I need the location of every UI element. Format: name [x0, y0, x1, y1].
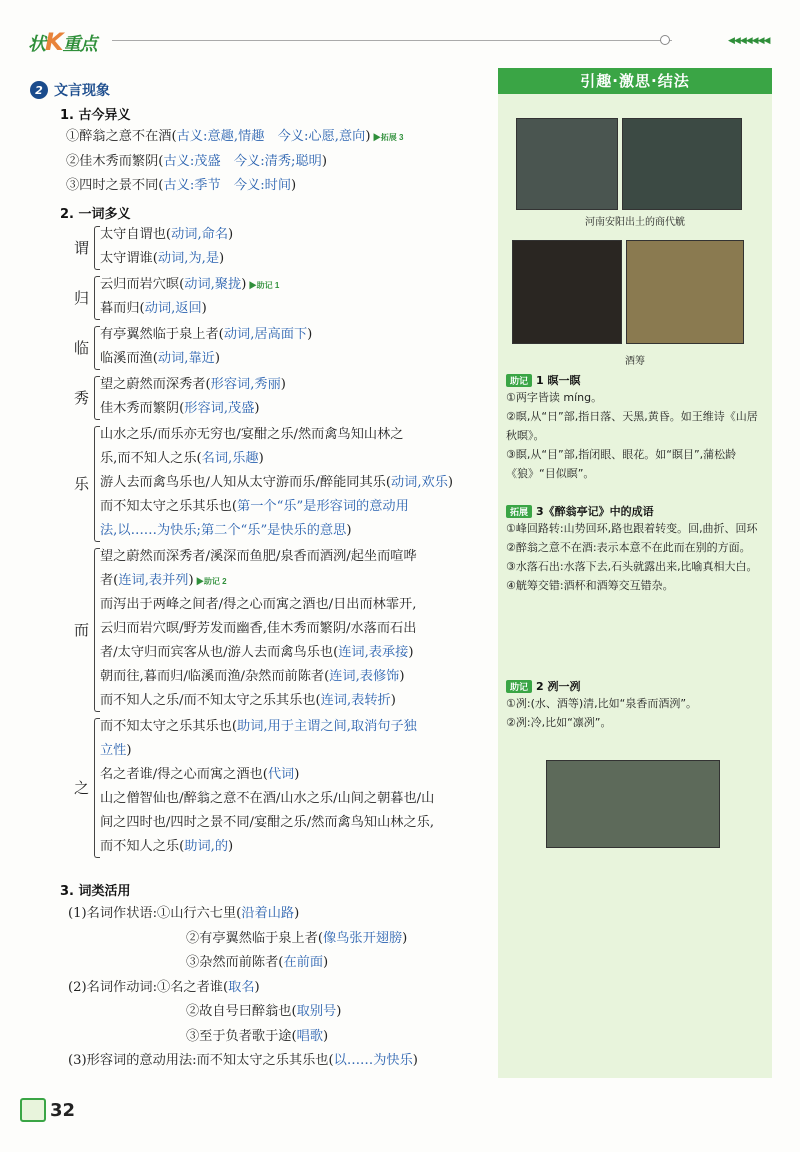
photo-caption-tally: 酒筹 [625, 356, 645, 367]
photo-caption-gong: 河南安阳出土的商代觥 [585, 217, 685, 228]
sidebar-title: 引趣·激思·结法 [498, 68, 772, 94]
headword: 临 [74, 339, 90, 357]
note-line: ③水落石出:水落下去,石头就露出来,比喻真相大白。 [506, 560, 758, 573]
wine-tally-photo-2 [626, 240, 744, 344]
note-line: ③瞑,从“目”部,指闭眼、眼花。如“瞑目”,蒲松龄《狼》“目似瞑”。 [506, 448, 737, 480]
header-arrows-icon: ◀◀◀◀◀◀◀ [728, 36, 770, 46]
note-block-1: 助记 1 暝一瞑 ①两字皆读 míng。 ②暝,从“日”部,指日落、天黑,黄昏。如王维诗《山居秋暝》。 ③瞑,从“目”部,指闭眼、眼花。如“瞑目”,蒲松龄《狼》“目似瞑”。 [506, 372, 768, 483]
polysemy-line: 望之蔚然而深秀者(形容词,秀丽) [100, 377, 286, 392]
wine-tally-photo-1 [512, 240, 622, 344]
header-rule [112, 40, 672, 41]
note-line: ①冽:(水、酒等)清,比如“泉香而酒洌”。 [506, 697, 698, 710]
polysemy-line: 临溪而渔(动词,靠近) [100, 351, 221, 366]
polysemy-line: 云归而岩穴暝(动词,聚拢) ▶助记 1 [100, 277, 280, 292]
note-line: ④觥筹交错:酒杯和酒筹交互错杂。 [506, 579, 674, 592]
polysemy-line: 名之者谁/得之心而寓之酒也(代词) [100, 767, 300, 782]
polysemy-line: 太守谓谁(动词,为,是) [100, 251, 225, 266]
note-line: ①峰回路转:山势回环,路也跟着转变。回,曲折、回环 [506, 522, 758, 535]
headword: 之 [74, 779, 90, 797]
subsection-title-2: 2. 一词多义 [60, 207, 131, 222]
polysemy-line: 山之僧智仙也/醉翁之意不在酒/山水之乐/山间之朝暮也/山 [100, 791, 435, 806]
headword: 谓 [74, 239, 90, 257]
word-class-line: (3)形容词的意动用法:而不知太守之乐其乐也(以……为快乐) [68, 1053, 418, 1068]
note-block-2: 拓展 3《醉翁亭记》中的成语 ①峰回路转:山势回环,路也跟着转变。回,曲折、回环 ②醉翁之意不在酒:表示本意不在此而在别的方面。 ③水落石出:水落下去,石头就露出来,比喻真相大白。 ④觥筹交错:酒杯和酒筹交互错杂。 [506, 503, 768, 595]
word-class-line: ③杂然而前陈者(在前面) [186, 955, 329, 970]
note-line: ②冽:冷,比如“凛冽”。 [506, 716, 612, 729]
polysemy-line: 游人去而禽鸟乐也/人知从太守游而乐/醉能同其乐(动词,欢乐) [100, 475, 454, 490]
word-class-line: ③至于负者歌于途(唱歌) [186, 1028, 329, 1044]
polysemy-line: 望之蔚然而深秀者/溪深而鱼肥/泉香而酒洌/起坐而喧哗 [100, 549, 417, 564]
pavilion-photo [546, 760, 720, 848]
note-block-3: 助记 2 冽一冽 ①冽:(水、酒等)清,比如“泉香而酒洌”。 ②冽:冷,比如“凛冽”。 [506, 678, 768, 732]
bronze-gong-photo-1 [516, 118, 618, 210]
polysemy-line: 暮而归(动词,返回) [100, 301, 207, 316]
note-line: ①两字皆读 míng。 [506, 391, 603, 404]
polysemy-line: 太守自谓也(动词,命名) [100, 227, 234, 242]
bronze-gong-photo-2 [622, 118, 742, 210]
word-class-line: ②故自号曰醉翁也(取别号) [186, 1004, 342, 1019]
polysemy-line: 立性) [100, 743, 132, 758]
section-heading [30, 80, 110, 100]
polysemy-line: 有亭翼然临于泉上者(动词,居高面下) [100, 327, 313, 342]
polysemy-line: 佳木秀而繁阴(形容词,茂盛) [100, 401, 260, 416]
subsection-title-1: 1. 古今异义 [60, 108, 131, 123]
series-logo: 状K重点 [28, 28, 97, 56]
polysemy-line: 山水之乐/而乐亦无穷也/宴酣之乐/然而禽鸟知山林之 [100, 427, 404, 442]
headword: 乐 [74, 475, 90, 493]
polysemy-line: 而不知太守之乐其乐也(第一个“乐”是形容词的意动用 [100, 499, 409, 514]
polysemy-line: 法,以……为快乐;第二个“乐”是快乐的意思) [100, 523, 352, 538]
page-number: 32 [20, 1098, 75, 1122]
headword: 而 [74, 621, 90, 639]
polysemy-line: 而泻出于两峰之间者/得之心而寓之酒也/日出而林霏开, [100, 597, 417, 612]
s1-line: ①醉翁之意不在酒(古义:意趣,情趣 今义:心愿,意向) ▶拓展 3 [66, 129, 404, 144]
polysemy-line: 间之四时也/四时之景不同/宴酣之乐/然而禽鸟知山林之乐, [100, 815, 435, 830]
word-class-list [68, 902, 418, 1074]
word-class-line: ②有亭翼然临于泉上者(像鸟张开翅膀) [186, 930, 408, 946]
section-title: 文言现象 [54, 83, 110, 99]
header-dot [660, 35, 670, 45]
polysemy-list [74, 223, 494, 873]
polysemy-line: 而不知太守之乐其乐也(助词,用于主谓之间,取消句子独 [100, 719, 417, 734]
subsection-title-3: 3. 词类活用 [60, 884, 131, 899]
word-class-line: (2)名词作动词:①名之者谁(取名) [68, 979, 260, 995]
polysemy-line: 者(连词,表并列) ▶助记 2 [100, 573, 227, 588]
s1-line: ③四时之景不同(古义:季节 今义:时间) [66, 178, 297, 193]
headword: 秀 [74, 389, 90, 407]
page-leaf-icon [20, 1098, 46, 1122]
s1-list [66, 125, 403, 198]
headword: 归 [74, 289, 90, 307]
note-line: ②暝,从“日”部,指日落、天黑,黄昏。如王维诗《山居秋暝》。 [506, 410, 758, 442]
polysemy-line: 乐,而不知人之乐(名词,乐趣) [100, 451, 264, 466]
word-class-line: (1)名词作状语:①山行六七里(沿着山路) [68, 906, 300, 921]
polysemy-line: 而不知人之乐(助词,的) [100, 839, 234, 854]
polysemy-line: 而不知人之乐/而不知太守之乐其乐也(连词,表转折) [100, 693, 396, 708]
polysemy-line: 云归而岩穴暝/野芳发而幽香,佳木秀而繁阴/水落而石出 [100, 621, 417, 636]
note-line: ②醉翁之意不在酒:表示本意不在此而在别的方面。 [506, 541, 751, 554]
polysemy-line: 朝而往,暮而归/临溪而渔/杂然而前陈者(连词,表修饰) [100, 669, 405, 684]
polysemy-line: 者/太守归而宾客从也/游人去而禽鸟乐也(连词,表承接) [100, 645, 414, 660]
s1-line: ②佳木秀而繁阴(古义:茂盛 今义:清秀;聪明) [66, 154, 328, 169]
section-number: 2 [30, 81, 48, 99]
